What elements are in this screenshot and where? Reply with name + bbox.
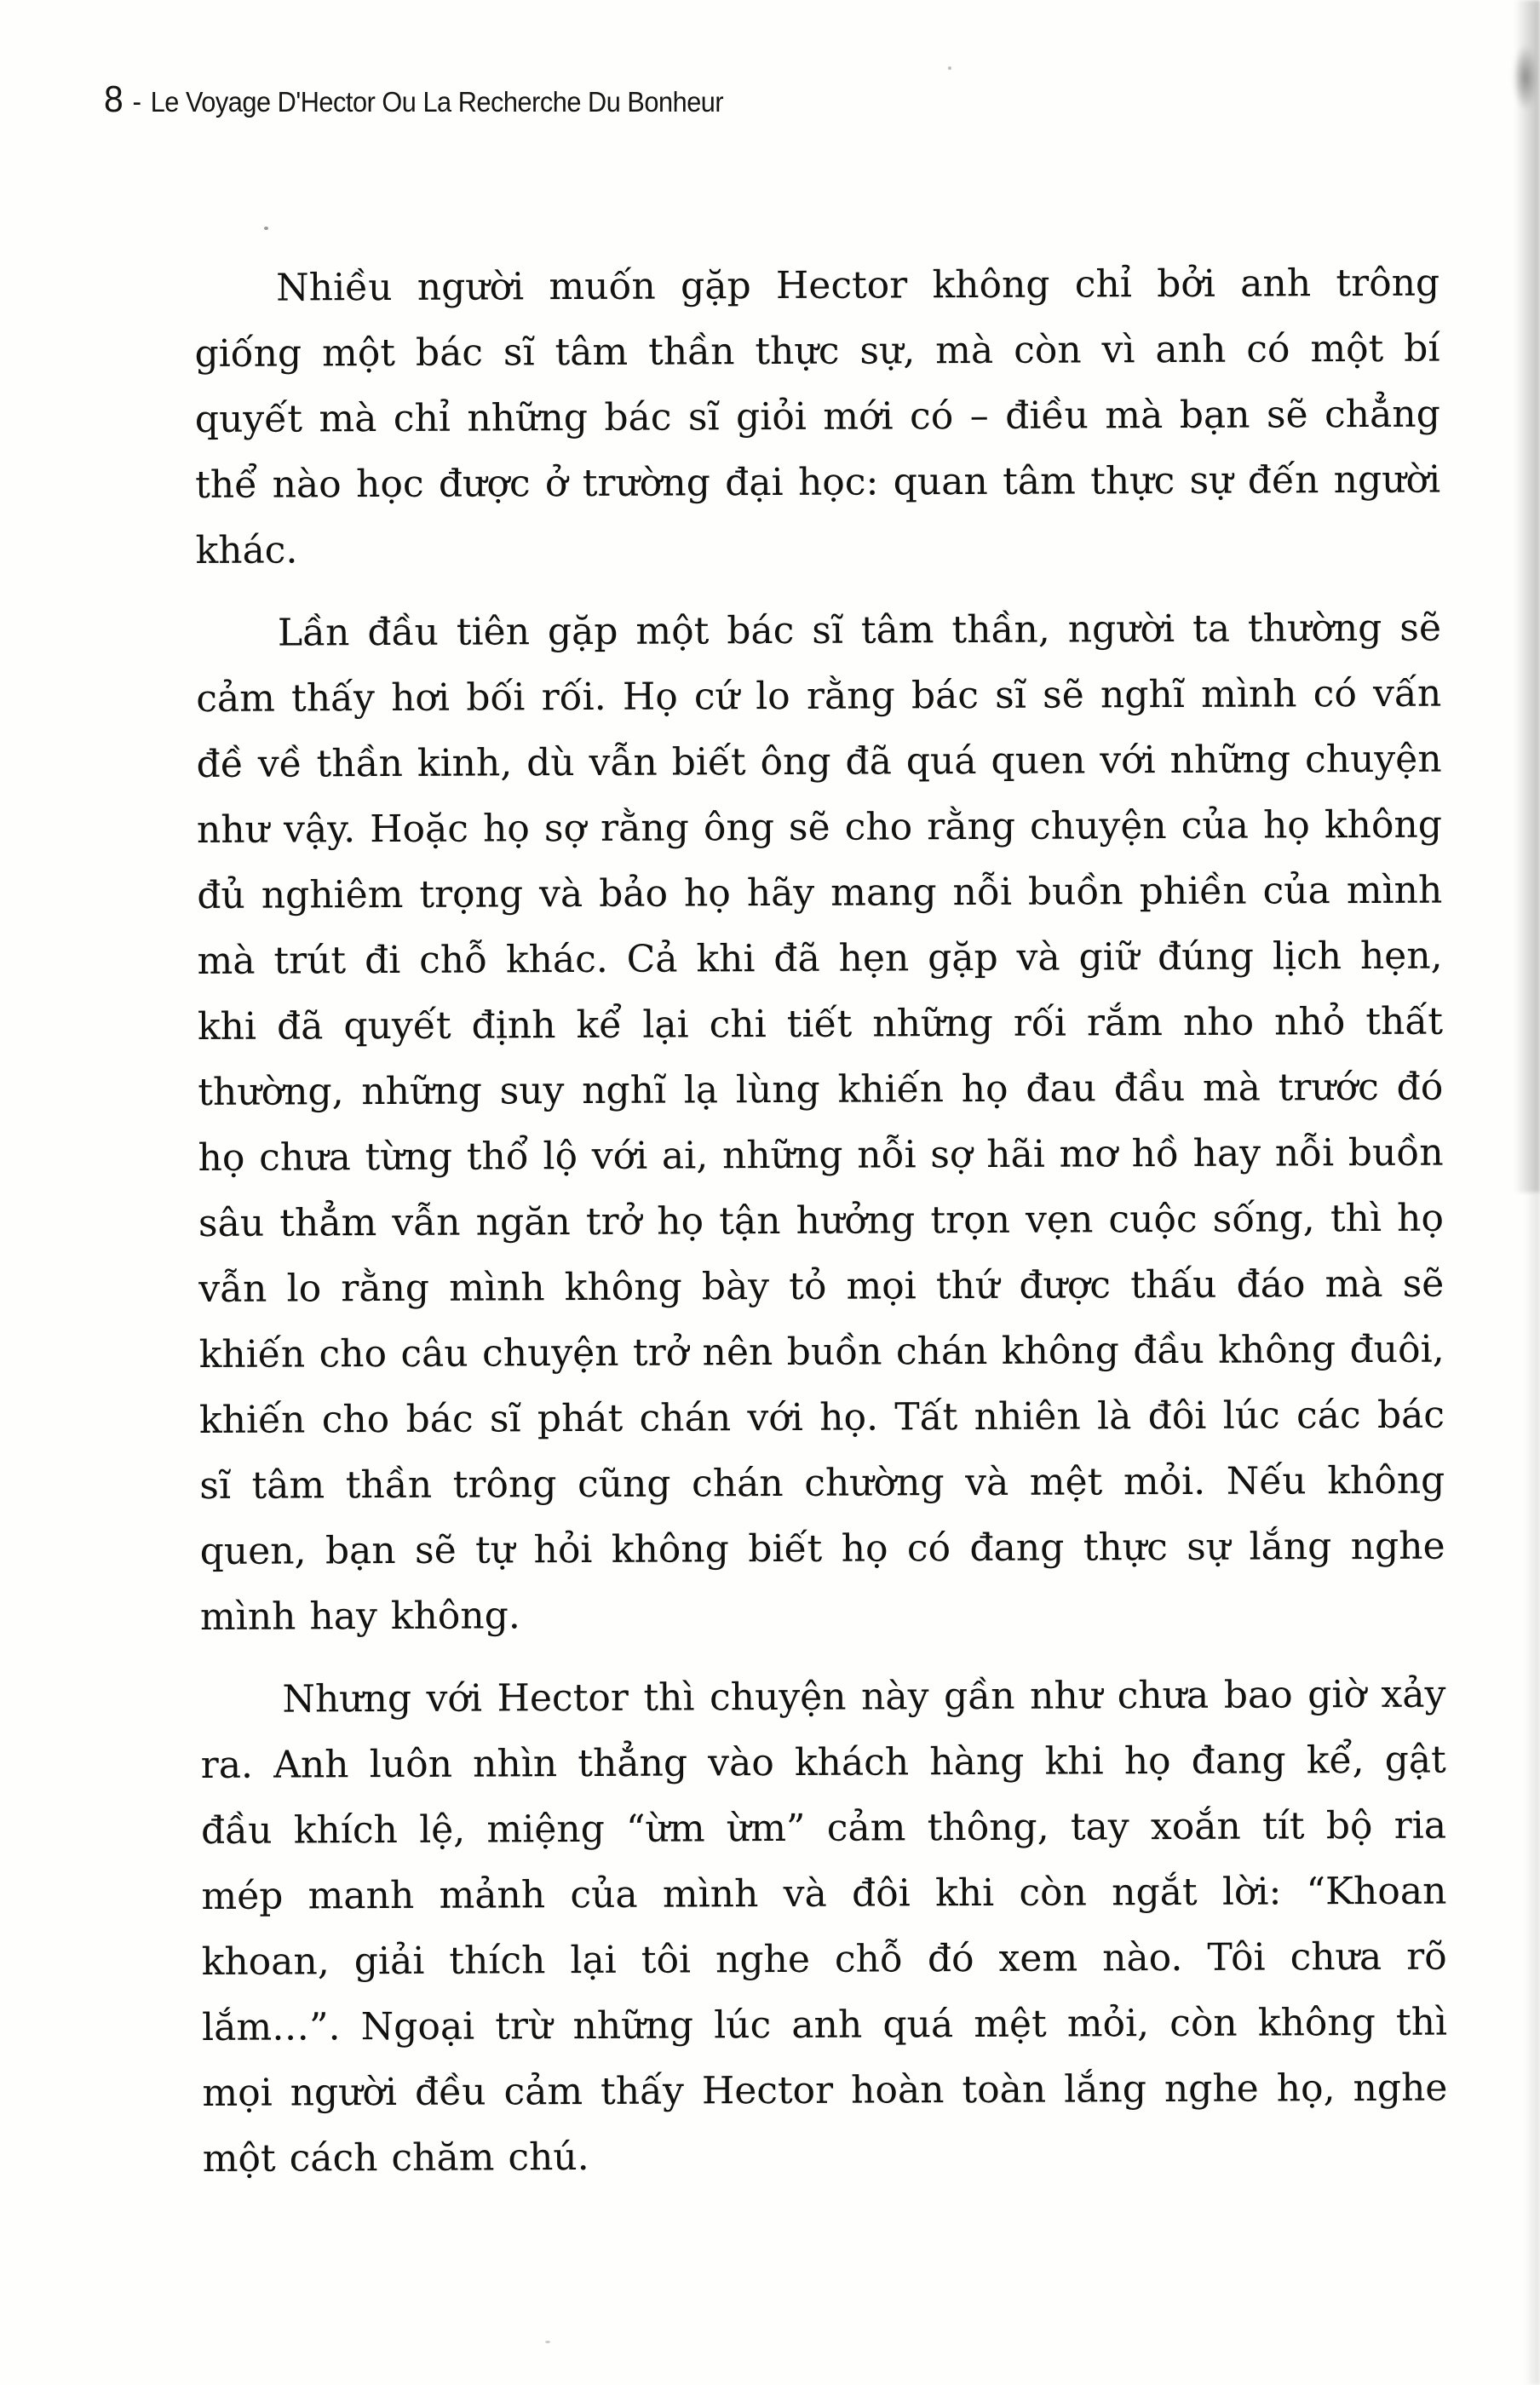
scan-edge-shadow-lower: [1525, 1192, 1540, 2385]
scan-speck: [545, 2341, 550, 2343]
paragraph-2: Lần đầu tiên gặp một bác sĩ tâm thần, người ta thường sẽ cảm thấy hơi bối rối. Họ cứ lo rằng bác sĩ sẽ nghĩ mình có vấn đề về thần kinh, dù vẫn biết ông đã quá quen với những chuyện như vậy. Hoặc họ sợ rằng ông sẽ cho rằng chuyện của họ không đủ nghiêm trọng và bảo họ hãy mang nỗi buồn phiền của mình mà trút đi chỗ khác. Cả khi đã hẹn gặp và giữ đúng lịch hẹn, khi đã quyết định kể lại chi tiết những rối rắm nho nhỏ thất thường, những suy nghĩ lạ lùng khiến họ đau đầu mà trước đó họ chưa từng thổ lộ với ai, những nỗi sợ hãi mơ hồ hay nỗi buồn sâu thẳm vẫn ngăn trở họ tận hưởng trọn vẹn cuộc sống, thì họ vẫn lo rằng mình không bày tỏ mọi thứ được thấu đáo mà sẽ khiến cho câu chuyện trở nên buồn chán không đầu không đuôi, khiến cho bác sĩ phát chán với họ. Tất nhiên là đôi lúc các bác sĩ tâm thần trông cũng chán chường và mệt mỏi. Nếu không quen, bạn sẽ tự hỏi không biết họ có đang thực sự lắng nghe mình hay không.: [196, 606, 1445, 1639]
running-header: [104, 78, 723, 121]
scan-speck: [264, 227, 268, 230]
scan-edge-shadow: [1514, 0, 1540, 1192]
paragraph-3: Nhưng với Hector thì chuyện này gần như chưa bao giờ xảy ra. Anh luôn nhìn thẳng vào khách hàng khi họ đang kể, gật đầu khích lệ, miệng “ừm ừm” cảm thông, tay xoắn tít bộ ria mép manh mảnh của mình và đôi khi còn ngắt lời: “Khoan khoan, giải thích lại tôi nghe chỗ đó xem nào. Tôi chưa rõ lắm…”. Ngoại trừ những lúc anh quá mệt mỏi, còn không thì mọi người đều cảm thấy Hector hoàn toàn lắng nghe họ, nghe một cách chăm chú.: [200, 1672, 1448, 2181]
book-title: Le Voyage D'Hector Ou La Recherche Du Bonheur: [150, 86, 724, 118]
scan-corner-smudge: [1513, 44, 1538, 111]
body-text: [194, 250, 1448, 2209]
scan-speck: [948, 66, 951, 70]
page-number: 8: [104, 78, 124, 120]
paragraph-1: Nhiều người muốn gặp Hector không chỉ bởi anh trông giống một bác sĩ tâm thần thực sự, mà còn vì anh có một bí quyết mà chỉ những bác sĩ giỏi mới có – điều mà bạn sẽ chẳng thể nào học được ở trường đại học: quan tâm thực sự đến người khác.: [194, 261, 1441, 572]
header-divider: -: [132, 86, 141, 118]
